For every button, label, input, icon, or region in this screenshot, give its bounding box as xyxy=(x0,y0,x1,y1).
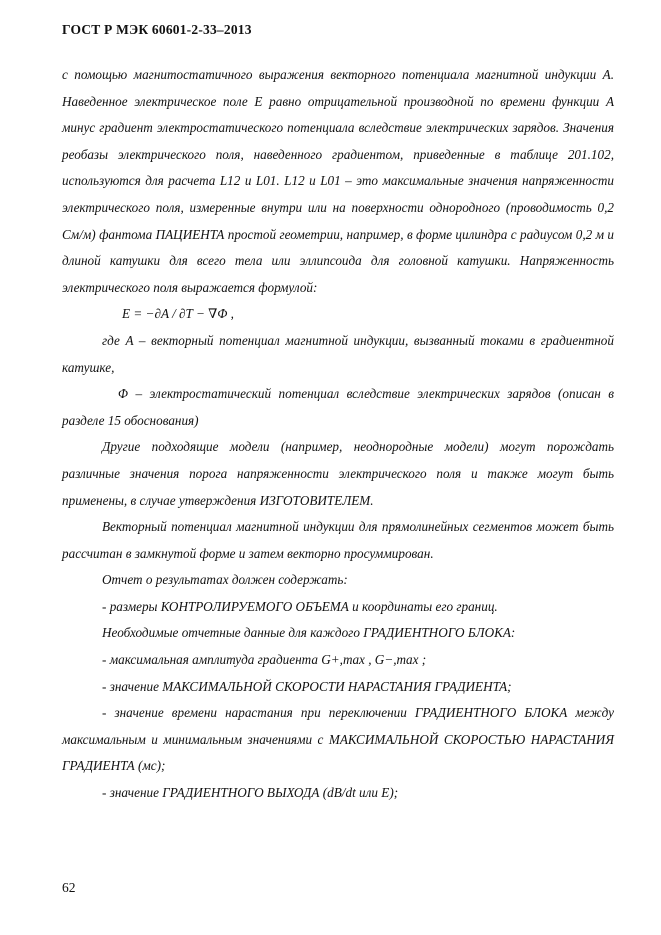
paragraph-method: с помощью магнитостатичного выражения векторного потенциала магнитной индукции A. Наведенное электрическое поле E равно отрицательной производной по времени функции A минус градиент электростатического потенциала вследствие электрических зарядов. Значения реобазы электрического поля, наведенного градиентом, приведенные в таблице 201.102, используются для расчета L12 и L01. L12 и L01 – это максимальные значения напряженности электрического поля, измеренные внутри или на поверхности однородного (проводимость 0,2 См/м) фантома ПАЦИЕНТА простой геометрии, например, в форме цилиндра с радиусом 0,2 м и длиной катушки для всего тела или эллипсоида для головной катушки. Напряженность электрического поля выражается формулой: xyxy=(62,67,614,295)
list-item-slew-rate: - значение МАКСИМАЛЬНОЙ СКОРОСТИ НАРАСТАНИЯ ГРАДИЕНТА; xyxy=(102,678,512,694)
paragraph-report-intro: Отчет о результатах должен содержать: xyxy=(102,572,348,588)
formula: E = −∂A / ∂T − ∇Φ , xyxy=(122,306,234,322)
paragraph-other-models: Другие подходящие модели (например, неоднородные модели) могут порождать различные значения порога напряженности электрического поля и также могут быть применены, в случае утверждения ИЗГОТОВИТЕЛЕМ. xyxy=(62,439,614,508)
document-header: ГОСТ Р МЭК 60601-2-33–2013 xyxy=(62,22,252,37)
paragraph-gradient-data: Необходимые отчетные данные для каждого ГРАДИЕНТНОГО БЛОКА: xyxy=(102,625,516,641)
page-body xyxy=(62,62,614,807)
paragraph-vector-potential: Векторный потенциал магнитной индукции для прямолинейных сегментов может быть рассчитан в замкнутой форме и затем векторно просуммирован. xyxy=(62,519,614,561)
page-number: 62 xyxy=(62,880,76,895)
paragraph-phi: Φ – электростатический потенциал вследствие электрических зарядов (описан в разделе 15 обоснования) xyxy=(62,386,614,428)
list-item-rise-time: - значение времени нарастания при переключении ГРАДИЕНТНОГО БЛОКА между максимальным и минимальным значениями с МАКСИМАЛЬНОЙ СКОРОСТЬЮ НАРАСТАНИЯ ГРАДИЕНТА (мс); xyxy=(62,705,614,774)
list-item-volume: - размеры КОНТРОЛИРУЕМОГО ОБЪЕМА и координаты его границ. xyxy=(102,598,498,614)
list-item-gradient-output: - значение ГРАДИЕНТНОГО ВЫХОДА (dB/dt или E); xyxy=(102,785,399,801)
paragraph-where-a: где A – векторный потенциал магнитной индукции, вызванный токами в градиентной катушке, xyxy=(62,332,614,375)
list-item-amplitude: - максимальная амплитуда градиента G+,max , G−,max ; xyxy=(102,652,427,668)
